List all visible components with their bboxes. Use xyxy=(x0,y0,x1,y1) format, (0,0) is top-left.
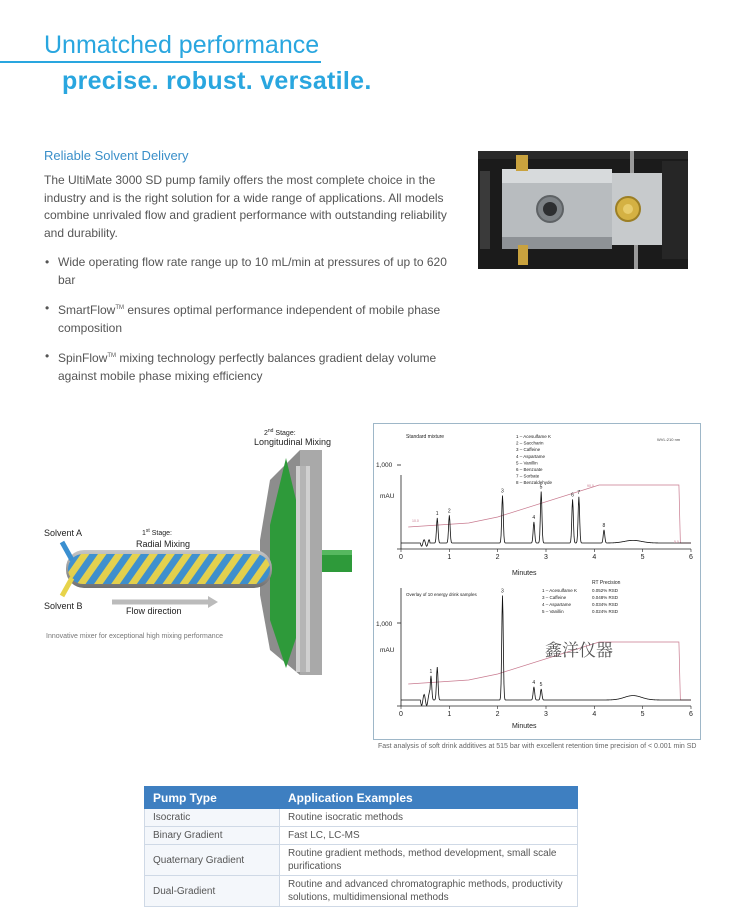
table-row xyxy=(145,876,578,907)
section-subtitle: Reliable Solvent Delivery xyxy=(44,148,189,163)
stage2-name: Longitudinal Mixing xyxy=(254,437,332,447)
feature-list xyxy=(44,254,454,396)
table-header-row xyxy=(145,787,578,809)
pump-type-table xyxy=(144,786,578,907)
solvent-b-label: Solvent B xyxy=(44,601,83,611)
bullet-icon: • xyxy=(45,349,50,363)
table-cell: Quaternary Gradient xyxy=(145,845,280,876)
chart1-legend-item: 8 – Benzaldehyde xyxy=(516,480,553,486)
list-item: • SpinFlow™ mixing technology perfectly balances gradient delay volume against mobile phase mixing efficiency xyxy=(45,349,437,383)
chart2-xtick-label: 5 xyxy=(640,711,645,718)
table-header-cell: Application Examples xyxy=(280,787,578,809)
chart2-xtick-label: 6 xyxy=(689,711,693,718)
chart1-trace xyxy=(401,489,691,547)
table-cell: Routine gradient methods, method development, small scale purifications xyxy=(280,845,578,876)
chart1-legend-item: 3 – Caffeine xyxy=(516,447,541,453)
chart1-gradient-label: 5.0 xyxy=(674,540,679,544)
chart1-xtick-label: 2 xyxy=(495,554,500,561)
chart1-peak-label: 7 xyxy=(577,489,581,496)
table-row xyxy=(145,827,578,845)
chart1-legend-item: 5 – Vanillin xyxy=(516,460,538,466)
chart2-xtick-label: 2 xyxy=(495,711,500,718)
chart1-legend-item: 4 – Aspartame xyxy=(516,453,546,459)
stage1-name: Radial Mixing xyxy=(136,539,191,549)
chart2-legend-name: 5 – Vanillin xyxy=(542,609,564,614)
chart2-xlabel: Minutes xyxy=(512,723,537,730)
chart1-xtick-label: 6 xyxy=(689,554,693,561)
chart2-xtick-label: 1 xyxy=(447,711,452,718)
list-item: • Wide operating flow rate range up to 10 mL/min at pressures of up to 620 bar xyxy=(45,255,447,287)
list-item: • SmartFlow™ ensures optimal performance independent of mobile phase composition xyxy=(45,301,441,335)
chart2-legend-rsd: 0.034% RSD xyxy=(592,602,619,607)
intro-paragraph: The UltiMate 3000 SD pump family offers the most complete choice in the industry and is the right solution for a wide range of applications. All models combine unrivaled flow and gradient performance with outstanding reliability and durability. xyxy=(44,173,447,240)
chart2-legend-rsd: 0.024% RSD xyxy=(592,609,619,614)
solvent-a-label: Solvent A xyxy=(44,528,83,538)
table-cell: Fast LC, LC-MS xyxy=(280,827,578,845)
table-cell: Routine and advanced chromatographic methods, productivity solutions, multidimensional methods xyxy=(280,876,578,907)
table-cell: Dual-Gradient xyxy=(145,876,280,907)
bullet-icon: • xyxy=(45,301,50,315)
chart2-xtick-label: 3 xyxy=(544,711,548,718)
chart1-legend-item: 1 – Acesulfame K xyxy=(516,434,552,439)
chart2-xtick-label: 0 xyxy=(399,711,403,718)
flow-direction-label: Flow direction xyxy=(126,606,182,616)
chart1-ylabel: mAU xyxy=(380,493,395,500)
table-cell: Binary Gradient xyxy=(145,827,280,845)
chart1-xtick-label: 0 xyxy=(399,554,403,561)
chart1-xtick-label: 1 xyxy=(447,554,452,561)
chart2-legend xyxy=(542,588,619,614)
title-underline xyxy=(0,61,44,63)
chart1-peak-label: 6 xyxy=(571,492,574,499)
chart2-legend-name: 1 – Acesulfame K xyxy=(542,588,578,593)
chart2-legend-rsd: 0.052% RSD xyxy=(592,588,619,593)
chart1-legend-item: 6 – Benzoate xyxy=(516,467,543,472)
chart2-peak-label: 1 xyxy=(429,668,433,675)
chart1-xlabel: Minutes xyxy=(512,570,537,577)
chart1-peak-label: 8 xyxy=(602,522,606,529)
chart1-xtick-label: 4 xyxy=(592,554,597,561)
page-tagline: precise. robust. versatile. xyxy=(62,67,372,95)
chart1-gradient-label: 10.0 xyxy=(412,519,419,523)
stage2-label: 2nd Stage: xyxy=(264,428,296,437)
chart1-title: Standard mixture xyxy=(406,434,445,440)
table-header-cell: Pump Type xyxy=(145,787,280,809)
table-cell: Routine isocratic methods xyxy=(280,809,578,827)
page-title: Unmatched performance xyxy=(44,30,321,63)
pump-head-photo xyxy=(478,151,688,269)
chart1-peak-label: 5 xyxy=(539,484,543,491)
chromatogram-svg xyxy=(374,424,700,739)
chart1-peak-label: 4 xyxy=(532,514,536,521)
chart2-peak-label: 5 xyxy=(539,682,543,688)
chromatogram-panel xyxy=(373,423,701,740)
chart1-legend xyxy=(516,434,553,485)
chart1-peak-label: 2 xyxy=(447,508,451,515)
chart2-ytick: 1,000 xyxy=(376,621,393,628)
chart2-legend-header: RT Precision xyxy=(592,580,621,586)
mixer-caption: Innovative mixer for exceptional high mixing performance xyxy=(46,633,224,640)
table-row xyxy=(145,845,578,876)
chart2-peak-label: 4 xyxy=(532,679,536,686)
chart2-legend-name: 3 – Caffeine xyxy=(542,595,567,600)
chart1-peak-label: 3 xyxy=(501,488,504,495)
stage1-label: 1st Stage: xyxy=(142,528,172,537)
chart1-gradient-label: 90.0 xyxy=(587,484,594,488)
chart2-ylabel: mAU xyxy=(380,647,395,654)
chart2-title: Overlay of 10 energy drink samples xyxy=(406,592,477,597)
chart1-legend-item: 7 – Sorbate xyxy=(516,473,540,479)
chart2-peak-label: 3 xyxy=(501,588,504,595)
chart1-wavelength: WVL:210 nm xyxy=(657,437,681,442)
watermark-text: 鑫洋仪器 xyxy=(545,641,613,661)
chart1-ytick: 1,000 xyxy=(376,462,393,469)
chromatogram-caption: Fast analysis of soft drink additives at 515 bar with excellent retention time precision of < 0.001 min SD xyxy=(378,743,697,750)
chart1-xtick-label: 5 xyxy=(640,554,645,561)
chart2-xtick-label: 4 xyxy=(592,711,597,718)
table-cell: Isocratic xyxy=(145,809,280,827)
chart1-peak-label: 1 xyxy=(435,510,439,517)
chart1-xtick-label: 3 xyxy=(544,554,548,561)
chart2-legend-name: 4 – Aspartame xyxy=(542,602,572,607)
table-row xyxy=(145,809,578,827)
chart2-legend-rsd: 0.048% RSD xyxy=(592,595,619,600)
chart1-legend-item: 2 – Saccharin xyxy=(516,440,544,446)
bullet-icon: • xyxy=(45,255,50,269)
